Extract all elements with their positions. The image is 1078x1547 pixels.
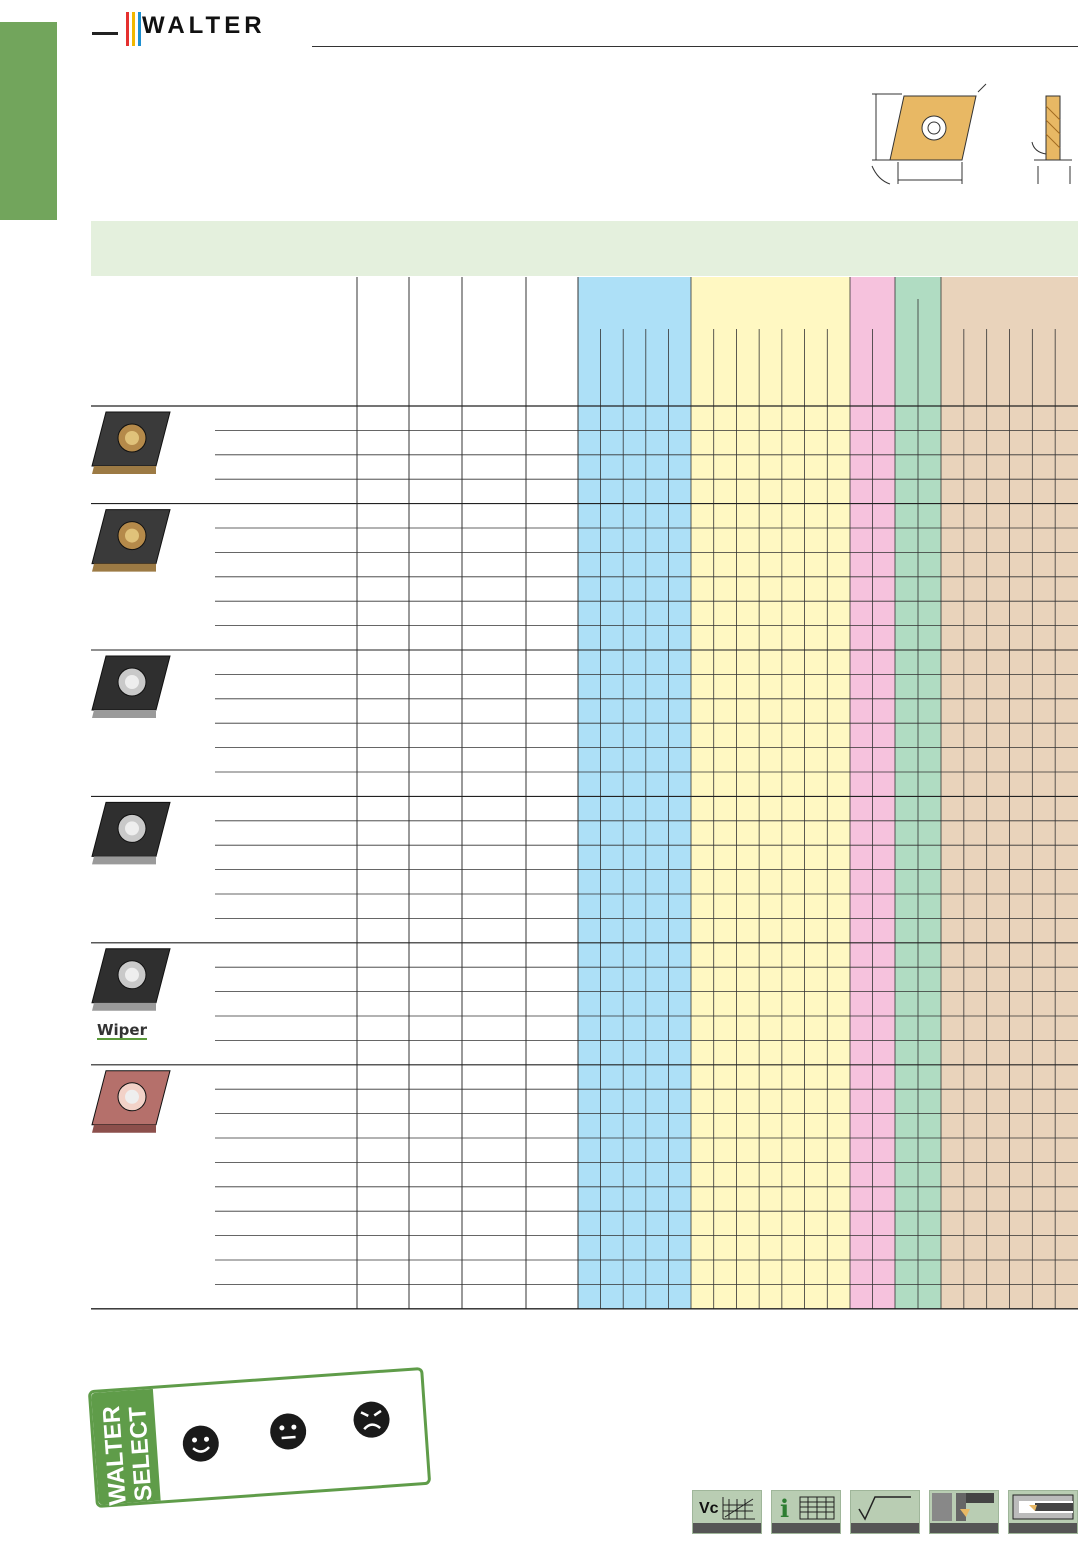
material-group-blue — [578, 277, 691, 1309]
insert-1-hole-inner — [125, 431, 139, 445]
info-table-text: i — [780, 1494, 790, 1523]
insert-2-edge — [92, 564, 156, 572]
insert-5-edge — [92, 1003, 156, 1011]
happy-face-icon — [182, 1424, 220, 1462]
cutting-speed-icon[interactable] — [692, 1490, 762, 1534]
walter-select-frame — [88, 1367, 431, 1508]
walter-select-text — [98, 1394, 158, 1515]
wiper-label: Wiper — [97, 1021, 147, 1039]
insert-5-hole-inner — [125, 968, 139, 982]
info-table-icon[interactable] — [771, 1490, 841, 1534]
surface-finish-icon[interactable] — [850, 1490, 920, 1534]
insert-4-hole-inner — [125, 821, 139, 835]
material-group-yellow — [691, 277, 850, 1309]
boring-bar-icon[interactable] — [1008, 1490, 1078, 1534]
walter-select-card — [88, 1367, 427, 1536]
insert-3-edge — [92, 710, 156, 718]
external-toolholder-icon[interactable] — [929, 1490, 999, 1534]
neutral-face-icon — [269, 1412, 307, 1450]
insert-4-edge — [92, 856, 156, 864]
insert-3-hole-inner — [125, 675, 139, 689]
insert-6-hole-inner — [125, 1090, 139, 1104]
insert-2-hole-inner — [125, 529, 139, 543]
cutting-speed-text: Vc — [699, 1500, 719, 1517]
walter-select-line2: SELECT — [124, 1405, 158, 1502]
insert-1-edge — [92, 466, 156, 474]
angry-face-icon — [352, 1400, 390, 1438]
walter-select-strip — [91, 1389, 161, 1505]
logo-wordmark: WALTER — [142, 12, 266, 39]
walter-select-line1: WALTER — [97, 1405, 132, 1507]
insert-6-edge — [92, 1125, 156, 1133]
